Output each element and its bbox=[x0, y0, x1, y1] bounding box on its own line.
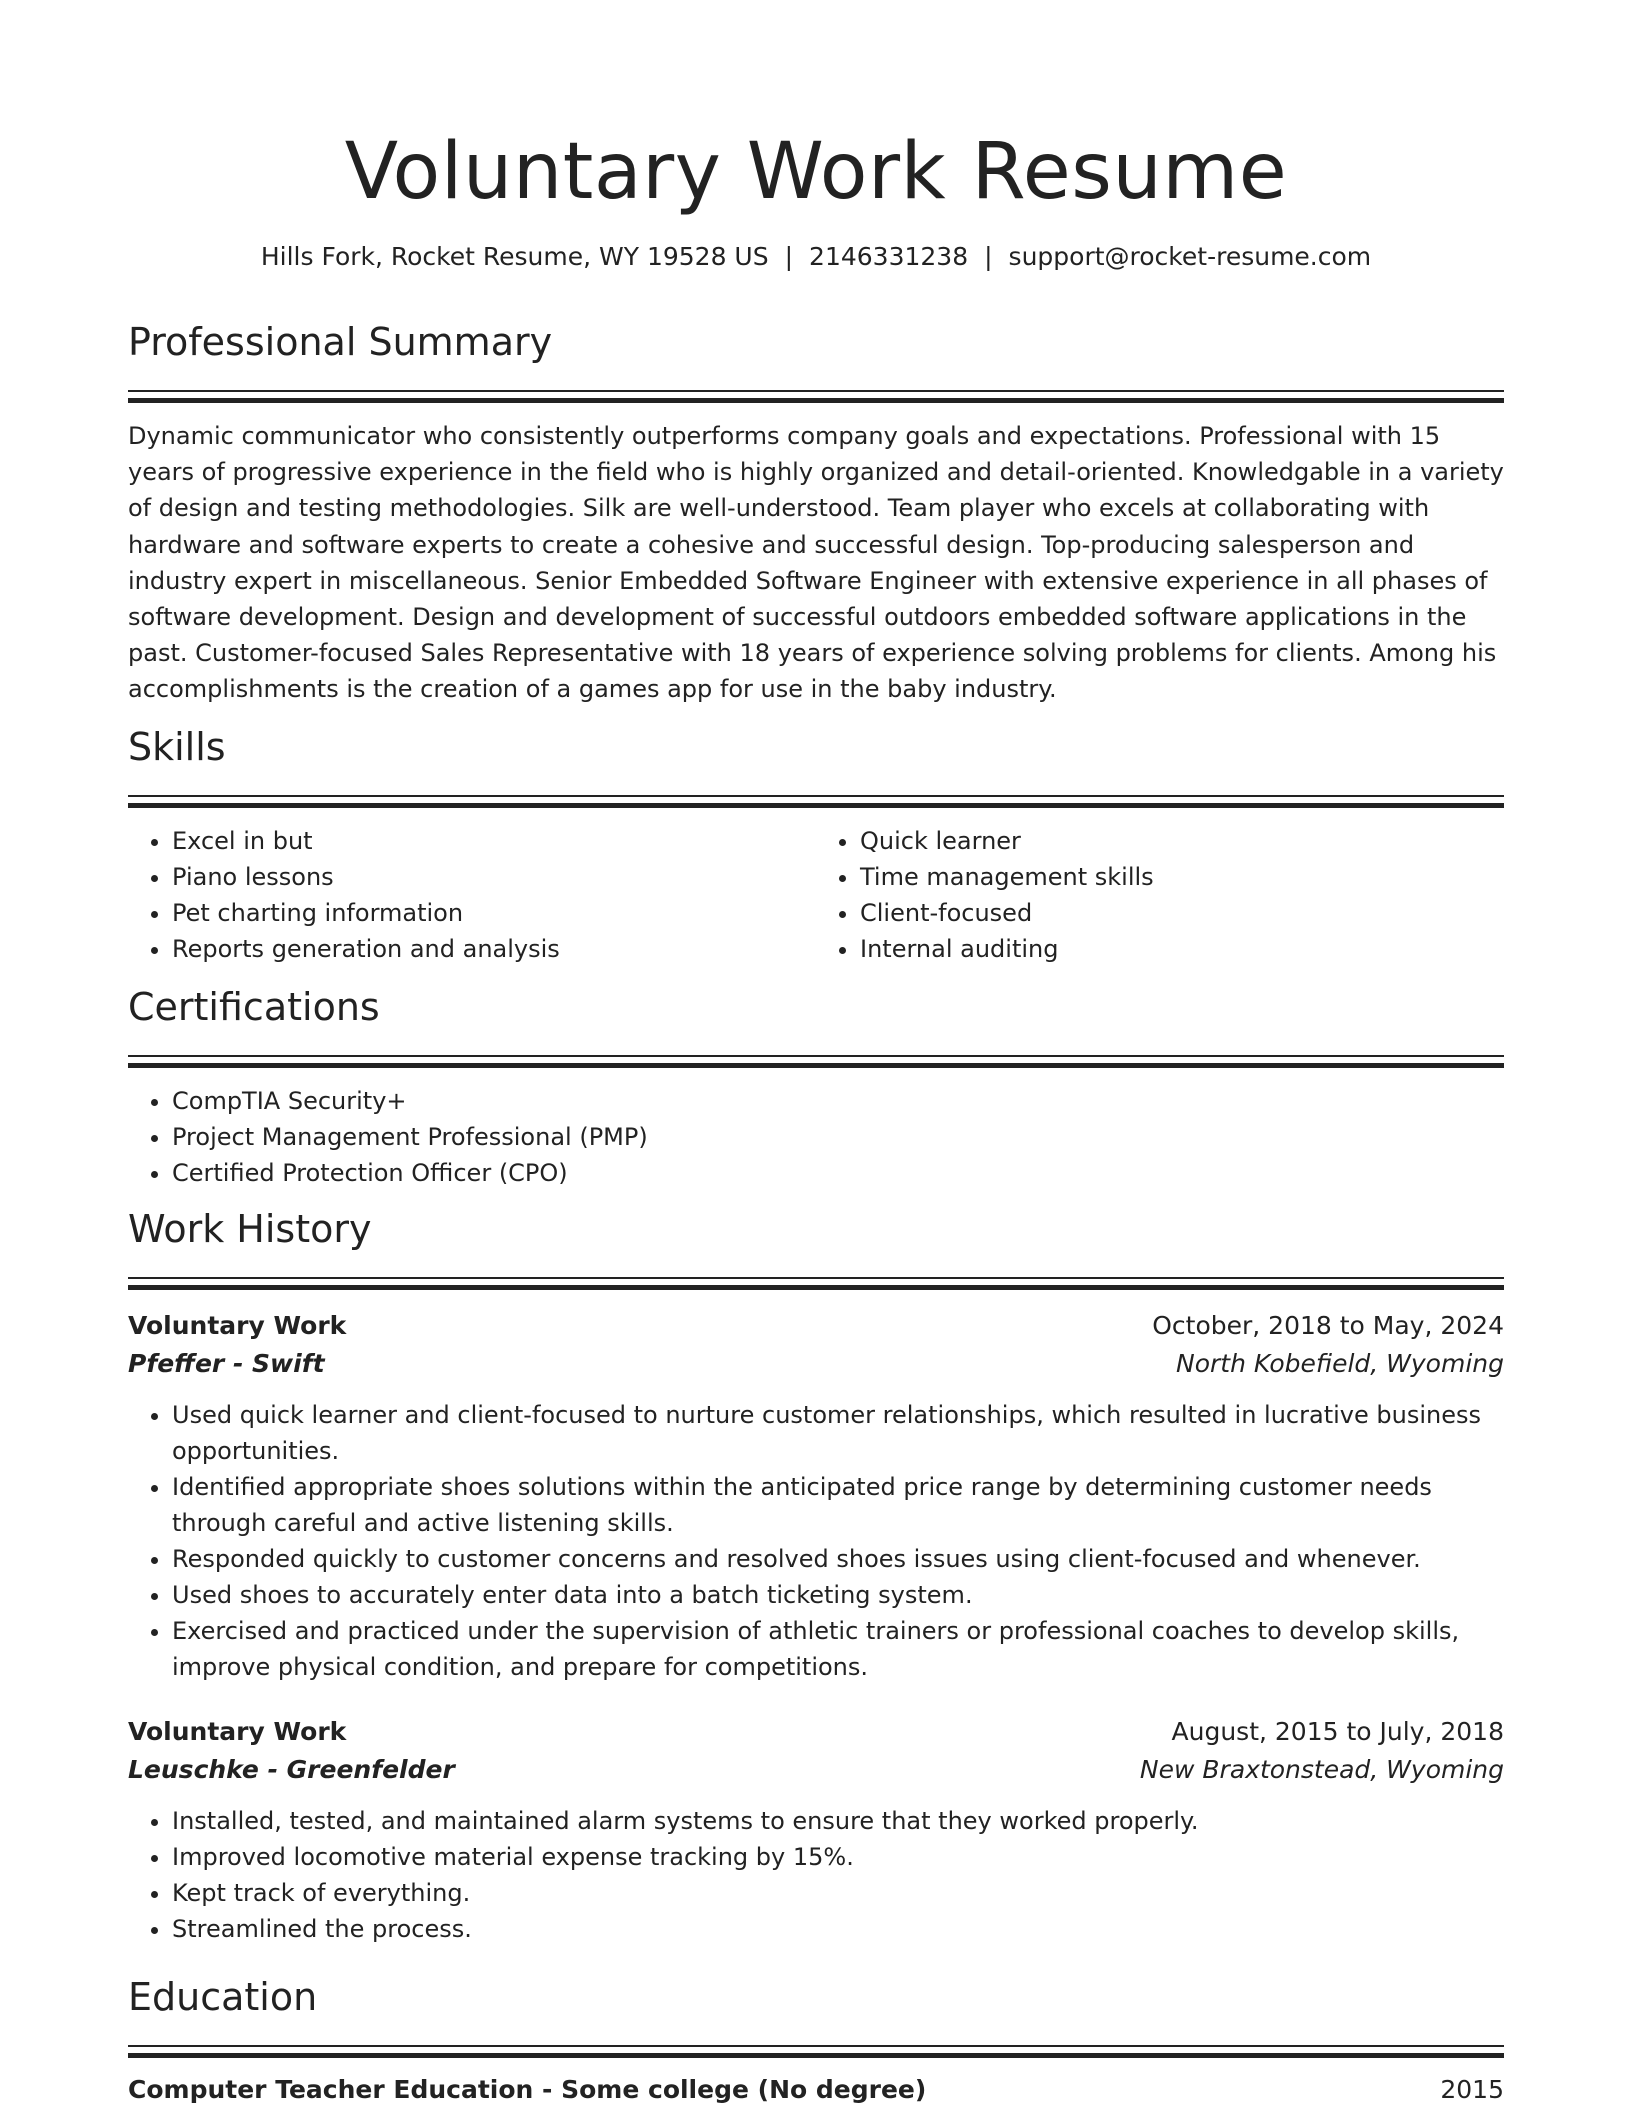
section-divider bbox=[128, 1055, 1504, 1069]
contact-email: support@rocket-resume.com bbox=[1008, 242, 1372, 271]
list-item: • Used shoes to accurately enter data into a batch ticketing system. bbox=[172, 1577, 1504, 1613]
contact-address: Hills Fork, Rocket Resume, WY 19528 US bbox=[260, 242, 769, 271]
resume-page bbox=[128, 0, 1504, 2104]
list-item: • Internal auditing bbox=[860, 931, 1504, 967]
job-dates: October, 2018 to May, 2024 bbox=[1152, 1311, 1504, 1340]
list-item: • Identified appropriate shoes solutions within the anticipated price range by determining customer needs through careful and active listening skills. bbox=[172, 1469, 1504, 1541]
job-title: Voluntary Work bbox=[128, 1311, 347, 1340]
skills-list-left bbox=[128, 823, 816, 967]
list-item: • Improved locomotive material expense tracking by 15%. bbox=[172, 1839, 1504, 1875]
job-header bbox=[128, 1713, 1504, 1751]
section-title: Skills bbox=[128, 725, 226, 769]
list-item: • CompTIA Security+ bbox=[172, 1083, 1504, 1119]
section-title: Certifications bbox=[128, 985, 380, 1029]
list-item: • Streamlined the process. bbox=[172, 1911, 1504, 1947]
certifications-list bbox=[128, 1083, 1504, 1191]
section-divider bbox=[128, 795, 1504, 809]
job-company: Leuschke - Greenfelder bbox=[128, 1755, 455, 1784]
list-item: • Installed, tested, and maintained alarm systems to ensure that they worked properly. bbox=[172, 1803, 1504, 1839]
list-item: • Reports generation and analysis bbox=[172, 931, 816, 967]
education-section bbox=[128, 1973, 1504, 2109]
resume-title: Voluntary Work Resume bbox=[344, 127, 1288, 217]
section-divider bbox=[128, 2045, 1504, 2059]
list-item: • Client-focused bbox=[860, 895, 1504, 931]
list-item: • Time management skills bbox=[860, 859, 1504, 895]
contact-separator: | bbox=[984, 242, 993, 271]
education-year: 2015 bbox=[1440, 2075, 1504, 2104]
work-history-section bbox=[128, 1205, 1504, 1947]
job-subheader bbox=[128, 1751, 1504, 1789]
contact-line bbox=[128, 240, 1504, 274]
list-item: • Project Management Professional (PMP) bbox=[172, 1119, 1504, 1155]
contact-separator: | bbox=[784, 242, 794, 271]
contact-phone: 2146331238 bbox=[809, 242, 969, 271]
skills-grid bbox=[128, 823, 1504, 967]
section-divider bbox=[128, 1277, 1504, 1291]
job-bullets bbox=[128, 1397, 1504, 1685]
job-bullets bbox=[128, 1803, 1504, 1947]
job-header bbox=[128, 1307, 1504, 1345]
list-item: • Piano lessons bbox=[172, 859, 816, 895]
section-title: Professional Summary bbox=[128, 320, 553, 364]
skills-list-right bbox=[816, 823, 1504, 967]
job-entry bbox=[128, 1307, 1504, 1685]
list-item: • Pet charting information bbox=[172, 895, 816, 931]
list-item: • Exercised and practiced under the supervision of athletic trainers or professional coaches to develop skills, improve physical condition, and prepare for competitions. bbox=[172, 1613, 1504, 1685]
job-location: New Braxtonstead, Wyoming bbox=[1139, 1755, 1504, 1784]
list-item: • Excel in but bbox=[172, 823, 816, 859]
section-title: Work History bbox=[128, 1207, 372, 1251]
job-location: North Kobefield, Wyoming bbox=[1176, 1349, 1504, 1378]
list-item: • Certified Protection Officer (CPO) bbox=[172, 1155, 1504, 1191]
education-degree: Computer Teacher Education - Some college (No degree) bbox=[128, 2075, 927, 2104]
job-dates: August, 2015 to July, 2018 bbox=[1171, 1717, 1504, 1746]
professional-summary-section bbox=[128, 318, 1504, 708]
job-subheader bbox=[128, 1345, 1504, 1383]
list-item: • Quick learner bbox=[860, 823, 1504, 859]
job-entry bbox=[128, 1713, 1504, 1947]
job-title: Voluntary Work bbox=[128, 1717, 347, 1746]
list-item: • Kept track of everything. bbox=[172, 1875, 1504, 1911]
summary-text: Dynamic communicator who consistently outperforms company goals and expectations. Professional with 15 years of progressive experience in the field who is highly organized and detail-oriented. Knowledgable in a variety of design and testing methodologies. Silk are well-understood. Team player who excels at collaborating with hardware and software experts to create a cohesive and successful design. Top-producing salesperson and industry expert in miscellaneous. Senior Embedded Software Engineer with extensive experience in all phases of software development. Design and development of successful outdoors embedded software applications in the past. Customer-focused Sales Representative with 18 years of experience solving problems for clients. Among his accomplishments is the creation of a games app for use in the baby industry. bbox=[128, 422, 1504, 704]
job-company: Pfeffer - Swift bbox=[128, 1349, 325, 1378]
section-title: Education bbox=[128, 1975, 318, 2019]
skills-section bbox=[128, 723, 1504, 967]
list-item: • Responded quickly to customer concerns and resolved shoes issues using client-focused and whenever. bbox=[172, 1541, 1504, 1577]
section-divider bbox=[128, 390, 1504, 404]
certifications-section bbox=[128, 983, 1504, 1191]
list-item: • Used quick learner and client-focused to nurture customer relationships, which resulted in lucrative business opportunities. bbox=[172, 1397, 1504, 1469]
education-entry bbox=[128, 2071, 1504, 2109]
